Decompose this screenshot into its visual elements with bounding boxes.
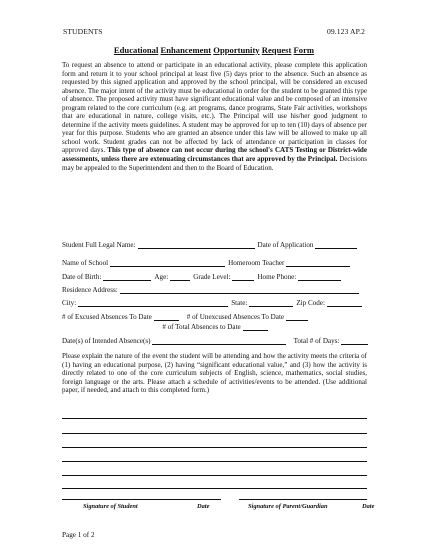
state-field[interactable] [249,299,293,307]
page-number: Page 1 of 2 [62,531,95,539]
zip-code-field[interactable] [327,299,362,307]
residence-address-field[interactable] [120,286,359,294]
row-intended-dates [62,335,368,345]
intended-dates-label: Date(s) of Intended Absence(s) [62,337,151,345]
instructions-text: Please explain the nature of the event the student will be attending and how the activity meets the criteria of (1) having an educational purpose, (2) having “significant educational value,” and (3) how the activity is directly related to one of the core curriculum subjects of English, science, mathematics, social studies, foreign language or the arts. Please attach a schedule of activities/events to be attended. (Use additional paper, if needed, and attach to this completed form.) [62,352,367,395]
total-days-field[interactable] [341,337,368,345]
homeroom-teacher-label: Homeroom Teacher [228,259,285,267]
name-of-school-field[interactable] [110,259,225,267]
explanation-line[interactable] [62,461,367,462]
student-name-field[interactable] [138,241,255,249]
parent-signature-label: Signature of Parent/Guardian [248,503,328,510]
intro-text: To request an absence to attend or participate in an educational activity, please complete this application form and return it to your school principal at least five (5) days prior to the absence. Such an absence as requested by this signed application and approved by the school principal, will be considered an excused absence. The major intent of the activity must be educational in order for the student to be granted this type of absence. The proposed activity must have significant educational value and be composed of an intensive program related to the core curriculum (e.g. art programs, dance programs, State Fair activities, workshops that are educational in nature, college visits, etc.). The Principal will use his/her good judgment to determine if the activity meets guidelines. A student may be approved for up to ten (10) days of absence per year for this purpose. Students who are granted an absence under this law will be allowed to make up all school work. Student grades can not be affected by lack of attendance or participation in classes for approved days. [62,61,367,155]
date-of-application-field[interactable] [315,241,357,249]
unexcused-absences-field[interactable] [286,313,308,321]
explanation-line[interactable] [62,433,367,434]
row-absences [62,311,368,321]
total-absences-label: # of Total Absences to Date [162,323,241,331]
excused-absences-label: # of Excused Absences To Date [62,313,152,321]
explanation-line[interactable] [62,475,367,476]
row-student-name [62,239,368,249]
home-phone-label: Home Phone: [257,273,297,281]
city-label: City: [62,299,77,307]
title-word: Form [293,45,315,55]
row-birth-age-grade-phone [62,271,368,281]
date-of-birth-field[interactable] [103,273,151,281]
city-field[interactable] [78,299,228,307]
zip-code-label: Zip Code: [296,299,325,307]
parent-date-label: Date [362,503,375,510]
state-label: State: [231,299,248,307]
residence-address-label: Residence Address: [62,286,118,294]
total-absences-field[interactable] [243,323,268,331]
grade-level-field[interactable] [232,273,254,281]
row-total-absences [62,321,368,331]
intro-paragraph [62,61,367,172]
explanation-line[interactable] [62,418,367,419]
explanation-line[interactable] [62,447,367,448]
name-of-school-label: Name of School [62,259,109,267]
intended-dates-field[interactable] [152,337,285,345]
row-city-state-zip [62,297,368,307]
title-word: Request [261,45,292,55]
date-of-birth-label: Date of Birth: [62,273,102,281]
parent-signature-line[interactable] [239,499,367,500]
student-name-label: Student Full Legal Name: [62,241,136,249]
total-days-label: Total # of Days: [293,337,340,345]
row-address [62,284,368,294]
header-policy-category: STUDENTS [63,27,103,36]
form-title [0,45,428,55]
title-word: Enhancement [160,45,212,55]
title-word: Educational [113,45,159,55]
unexcused-absences-label: # of Unexcused Absences To Date [186,313,285,321]
intro-bold-text: This type of absence can not occur during the school's CATS Testing or District-wide assessments, unless there are extenuating circumstances that are approved by the Principal. [62,146,367,164]
intro-appeal-text: Decisions may be appealed to the Superintendent and then to the Board of Education. [62,155,367,172]
student-signature-line[interactable] [62,499,221,500]
header-policy-number: 09.123 AP.2 [326,27,365,36]
student-signature-label: Signature of Student [83,503,138,510]
homeroom-teacher-field[interactable] [286,259,350,267]
row-school [62,257,368,267]
explanation-line[interactable] [62,488,367,489]
age-field[interactable] [170,273,190,281]
home-phone-field[interactable] [298,273,341,281]
date-of-application-label: Date of Application [257,241,314,249]
title-word: Opportunity [213,45,260,55]
age-label: Age: [154,273,169,281]
grade-level-label: Grade Level: [193,273,231,281]
student-date-label: Date [197,503,210,510]
instructions-paragraph [62,352,367,395]
excused-absences-field[interactable] [154,313,179,321]
